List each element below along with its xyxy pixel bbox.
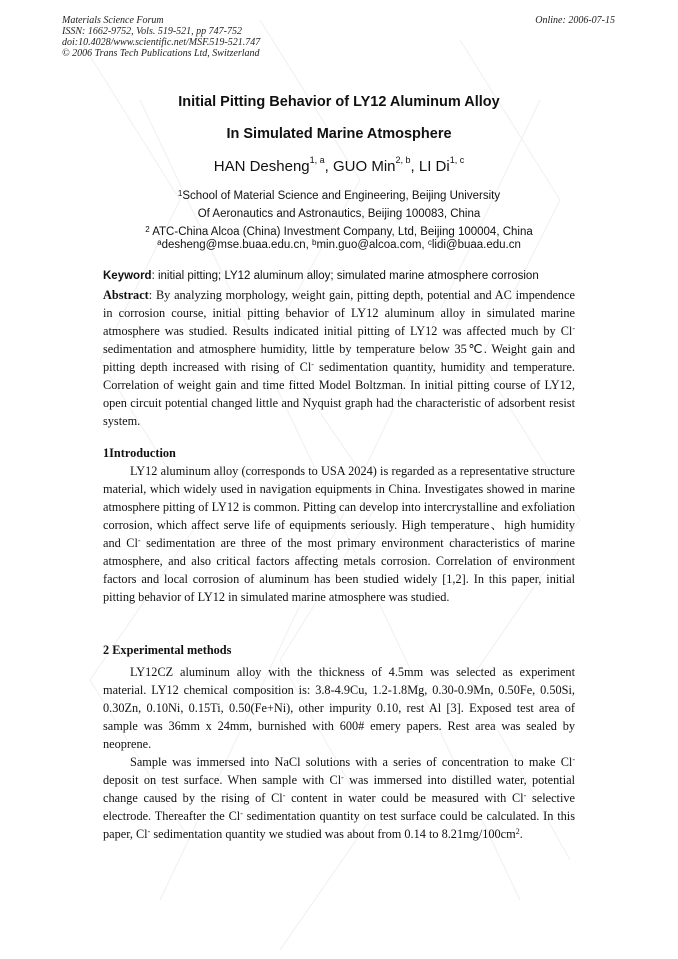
journal-header (62, 15, 260, 59)
author-sup: 1, c (449, 155, 465, 165)
paragraph-text: sedimentation quantity we studied was about from 0.14 to 8.21mg/100cm (150, 827, 516, 841)
superscript: - (523, 791, 527, 800)
experimental-section (103, 663, 575, 843)
copyright-line: © 2006 Trans Tech Publications Ltd, Switzerland (62, 48, 260, 59)
affiliation-sup: 1 (177, 189, 183, 198)
superscript: - (240, 809, 243, 818)
paragraph (103, 462, 575, 606)
keyword-text: : initial pitting; LY12 aluminum alloy; simulated marine atmosphere corrosion (151, 270, 539, 282)
paragraph-text: deposit on test surface. When sample with Cl (103, 773, 342, 787)
affiliation-1-line-2: Of Aeronautics and Astronautics, Beijing 100083, China (197, 208, 481, 220)
superscript: - (147, 827, 151, 836)
author-sup: 1, a (309, 155, 325, 165)
affiliation-text: ATC-China Alcoa (China) Investment Company, Ltd, Beijing 100004, China (149, 226, 533, 238)
paragraph-text: content in water could be measured with Cl (285, 791, 524, 805)
paper-title-line-1: Initial Pitting Behavior of LY12 Aluminum Alloy (178, 94, 500, 110)
email-sup: c (427, 238, 432, 247)
author-name: GUO Min (333, 158, 396, 175)
section-heading-experimental-methods: 2 Experimental methods (103, 643, 232, 657)
superscript: - (311, 360, 314, 369)
keyword-label: Keyword (103, 270, 152, 282)
author-separator: , (410, 158, 419, 175)
abstract-label: Abstract (103, 288, 149, 302)
author-name: LI Di (418, 158, 450, 175)
paper-title-line-2: In Simulated Marine Atmosphere (226, 126, 452, 142)
affiliation-text: School of Material Science and Engineering, Beijing University (182, 190, 501, 202)
email-link[interactable]: lidi@buaa.edu.cn (431, 239, 521, 251)
paragraph-text: Sample was immersed into NaCl solutions with a series of concentration to make Cl (130, 755, 573, 769)
author-name: HAN Desheng (213, 158, 310, 175)
paragraph-text: . (519, 827, 523, 841)
paragraph-text: sedimentation are three of the most primary environment characteristics of marine atmosphere, and also critical factors affecting metals corrosion. Correlation of environment factors and local corrosion of aluminum has been studied widely [1,2]. In this paper, initial pitting behavior of LY12 in simulated marine atmosphere was studied. (103, 536, 576, 604)
superscript: - (341, 773, 344, 782)
introduction-section (103, 462, 575, 606)
paragraph-text: was immersed into distilled water, potential change caused by the rising of Cl (103, 773, 575, 805)
online-date: Online: 2006-07-15 (535, 15, 615, 26)
abstract-text: sedimentation and atmosphere humidity, little by temperature below 35℃. Weight gain and pitting depth increased with rising of Cl (103, 342, 575, 374)
abstract (103, 286, 575, 430)
abstract-text: sedimentation quantity, humidity and temperature. Correlation of weight gain and time fitted Model Boltzman. In initial pitting course of LY12, open circuit potential changed little and Nyquist graph had the characteristic of adsorbent resist system. (103, 360, 575, 428)
superscript: - (572, 755, 575, 764)
author-sup: 2, b (395, 155, 411, 165)
affiliation-1-line-1 (0, 189, 678, 203)
superscript: - (572, 324, 575, 333)
section-heading-introduction: 1Introduction (103, 446, 176, 460)
email-sup: b (311, 238, 317, 247)
email-line (0, 238, 678, 252)
paragraph: LY12CZ aluminum alloy with the thickness of 4.5mm was selected as experiment material. LY12 chemical composition is: 3.8-4.9Cu, 1.2-1.8Mg, 0.30-0.9Mn, 0.50Fe, 0.50Si, 0.30Zn, 0.10Ni, 0.15Ti, 0.50(Fe+Ni), other impurity 0.10, rest Al [3]. Exposed test area of sample was 36mm x 24mm, burnished with 600# emery papers. Rest area was sealed by neoprene. (103, 665, 575, 751)
abstract-text: : By analyzing morphology, weight gain, pitting depth, potential and AC impendence in corrosion course, initial pitting behavior of LY12 aluminum alloy in simulated marine atmosphere was studied. Results indicated initial pitting of LY12 was affected much by Cl (103, 288, 575, 338)
email-link[interactable]: min.guo@alcoa.com, (316, 239, 428, 251)
email-sup: a (157, 238, 162, 247)
superscript: 2 (515, 827, 520, 836)
paragraph (103, 753, 575, 843)
author-separator: , (324, 158, 333, 175)
paragraph-text: selective electrode. Thereafter the Cl (103, 791, 576, 823)
email-link[interactable]: desheng@mse.buaa.edu.cn, (161, 239, 312, 251)
affiliation-sup: 2 (145, 225, 150, 234)
issn-line: ISSN: 1662-9752, Vols. 519-521, pp 747-752 (62, 26, 242, 37)
superscript: - (137, 536, 141, 545)
keywords (103, 267, 575, 285)
paragraph-text: LY12 aluminum alloy (corresponds to USA 2024) is regarded as a representative structure material, which widely used in navigation equipments in China. Investigates showed in marine atmosphere pitting of LY12 is common. Pitting can develop into intercrystalline and exfoliation corrosion, which affect serve life of equipments seriously. High temperature、high humidity and Cl (103, 464, 575, 550)
doi-line: doi:10.4028/www.scientific.net/MSF.519-521.747 (62, 37, 261, 48)
author-list (0, 155, 678, 175)
journal-name: Materials Science Forum (62, 15, 164, 26)
superscript: - (282, 791, 286, 800)
paragraph-text: sedimentation quantity on test surface could be calculated. In this paper, Cl (103, 809, 575, 841)
affiliation-2 (0, 225, 678, 239)
